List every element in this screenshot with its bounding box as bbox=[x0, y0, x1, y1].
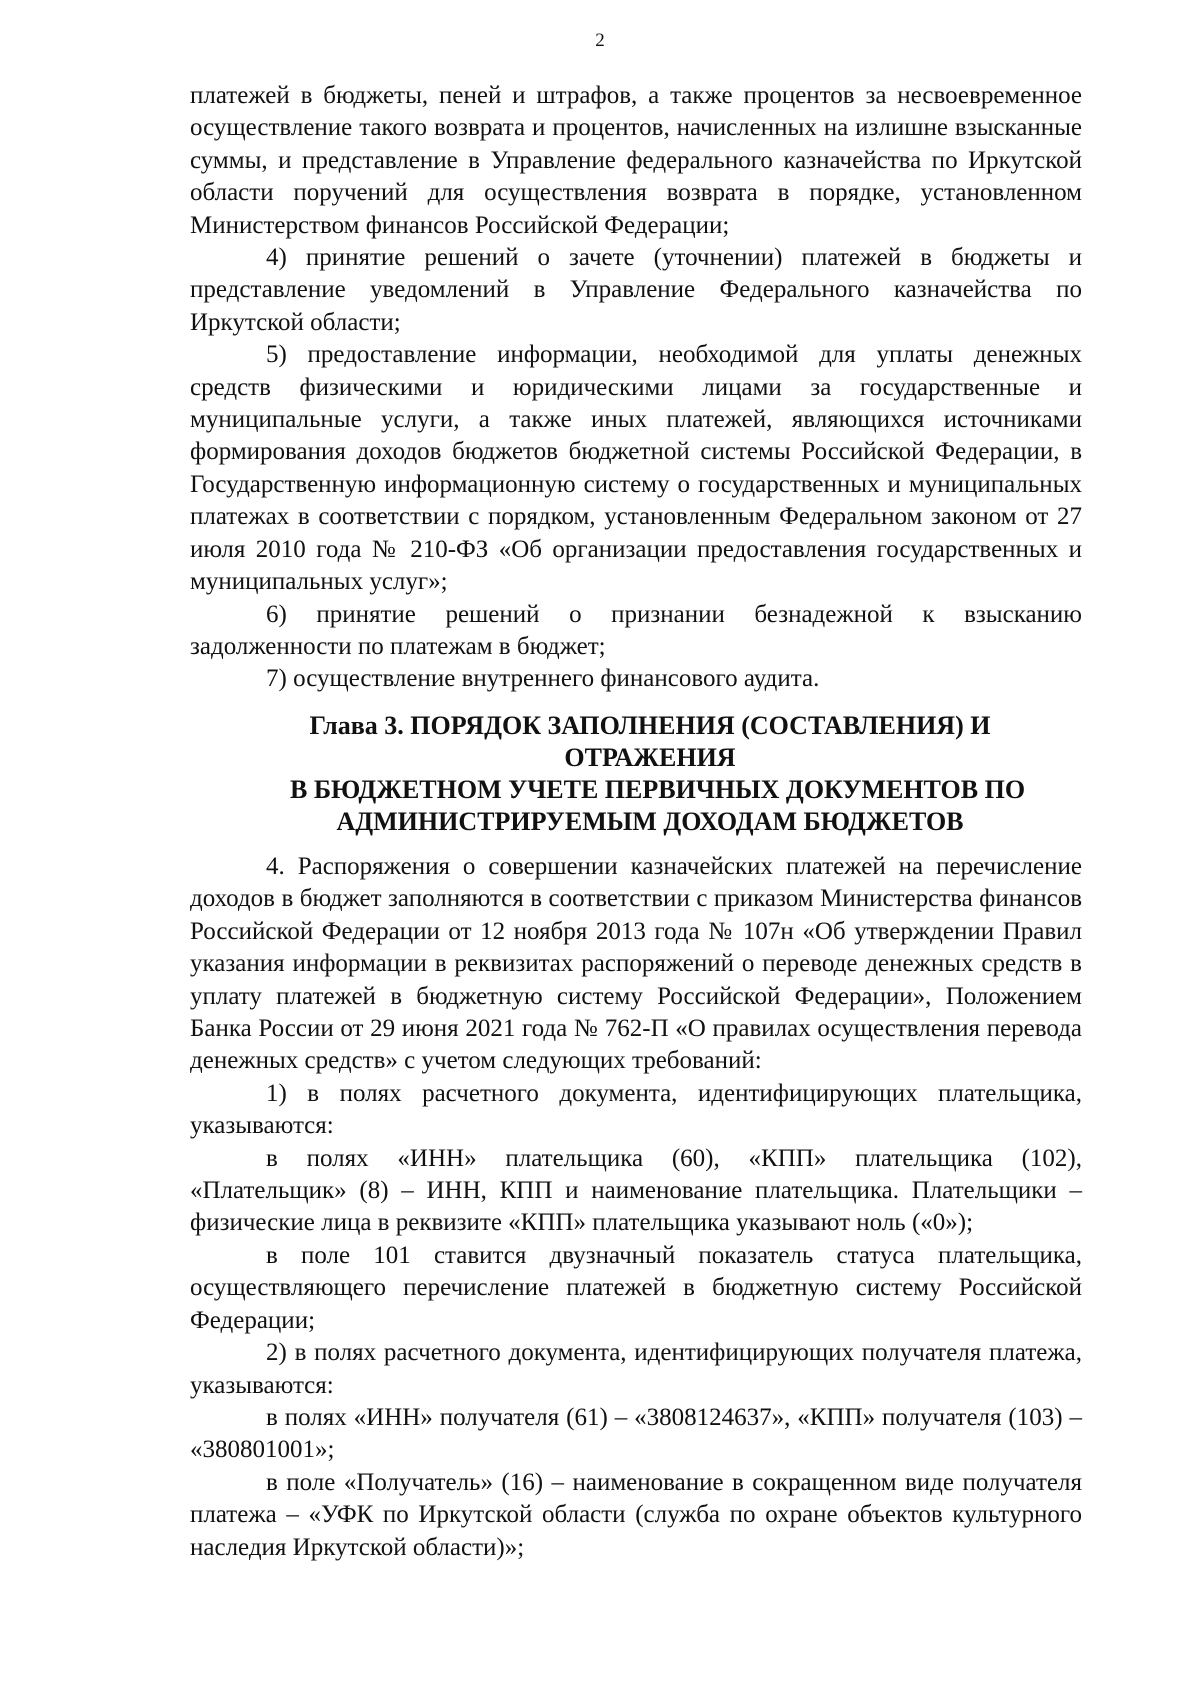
paragraph: в поле 101 ставится двузначный показатель статуса плательщика, осуществляющего перечисление платежей в бюджетную систему Российской Федерации; bbox=[190, 1241, 1082, 1334]
paragraph: 5) предоставление информации, необходимой для уплаты денежных средств физическими и юридическими лицами за государственные и муниципальные услуги, а также иных платежей, являющихся источниками формирования доходов бюджетов бюджетной системы Российской Федерации, в Государственную информационную систему о государственных и муниципальных платежах в соответствии с порядком, установленным Федеральном законом от 27 июля 2010 года № 210-ФЗ «Об организации предоставления государственных и муниципальных услуг»; bbox=[190, 341, 1082, 596]
chapter-heading bbox=[290, 710, 1026, 838]
paragraph: в полях «ИНН» получателя (61) – «3808124637», «КПП» получателя (103) – «380801001»; bbox=[190, 1403, 1082, 1464]
heading-line: ОТРАЖЕНИЯ bbox=[564, 743, 736, 772]
paragraph: в поле «Получатель» (16) – наименование в сокращенном виде получателя платежа – «УФК по Иркутской области (служба по охране объектов культурного наследия Иркутской области)»; bbox=[190, 1468, 1082, 1561]
paragraph: 4) принятие решений о зачете (уточнении) платежей в бюджеты и представление уведомлений в Управление Федерального казначейства по Иркутской области; bbox=[190, 244, 1082, 336]
body-text-section-1 bbox=[190, 80, 1082, 696]
paragraph: 2) в полях расчетного документа, идентифицирующих получателя платежа, указываются: bbox=[190, 1339, 1082, 1399]
page-number: 2 bbox=[595, 30, 605, 51]
heading-line: АДМИНИСТРИРУЕМЫМ ДОХОДАМ БЮДЖЕТОВ bbox=[336, 807, 964, 836]
paragraph: 7) осуществление внутреннего финансового аудита. bbox=[266, 665, 820, 693]
paragraph: в полях «ИНН» плательщика (60), «КПП» плательщика (102), «Плательщик» (8) – ИНН, КПП и наименование плательщика. Плательщики – физические лица в реквизите «КПП» плательщика указывают ноль («0»); bbox=[190, 1144, 1082, 1237]
body-text-section-2 bbox=[190, 851, 1082, 1564]
paragraph: 1) в полях расчетного документа, идентифицирующих плательщика, указываются: bbox=[190, 1079, 1082, 1140]
paragraph: 4. Распоряжения о совершении казначейских платежей на перечисление доходов в бюджет заполняются в соответствии с приказом Министерства финансов Российской Федерации от 12 ноября 2013 года № 107н «Об утверждении Правил указания информации в реквизитах распоряжений о переводе денежных средств в уплату платежей в бюджетную систему Российской Федерации», Положением Банка России от 29 июня 2021 года № 762-П «О правилах осуществления перевода денежных средств» с учетом следующих требований: bbox=[190, 853, 1082, 1075]
paragraph: 6) принятие решений о признании безнадежной к взысканию задолженности по платежам в бюджет; bbox=[190, 600, 1082, 660]
heading-line: В БЮДЖЕТНОМ УЧЕТЕ ПЕРВИЧНЫХ ДОКУМЕНТОВ ПО bbox=[290, 775, 1026, 804]
paragraph: платежей в бюджеты, пеней и штрафов, а также процентов за несвоевременное осуществление такого возврата и процентов, начисленных на излишне взысканные суммы, и представление в Управление федерального казначейства по Иркутской области поручений для осуществления возврата в порядке, установленном Министерством финансов Российской Федерации; bbox=[190, 82, 1082, 239]
heading-line: Глава 3. ПОРЯДОК ЗАПОЛНЕНИЯ (СОСТАВЛЕНИЯ) И bbox=[309, 711, 991, 740]
